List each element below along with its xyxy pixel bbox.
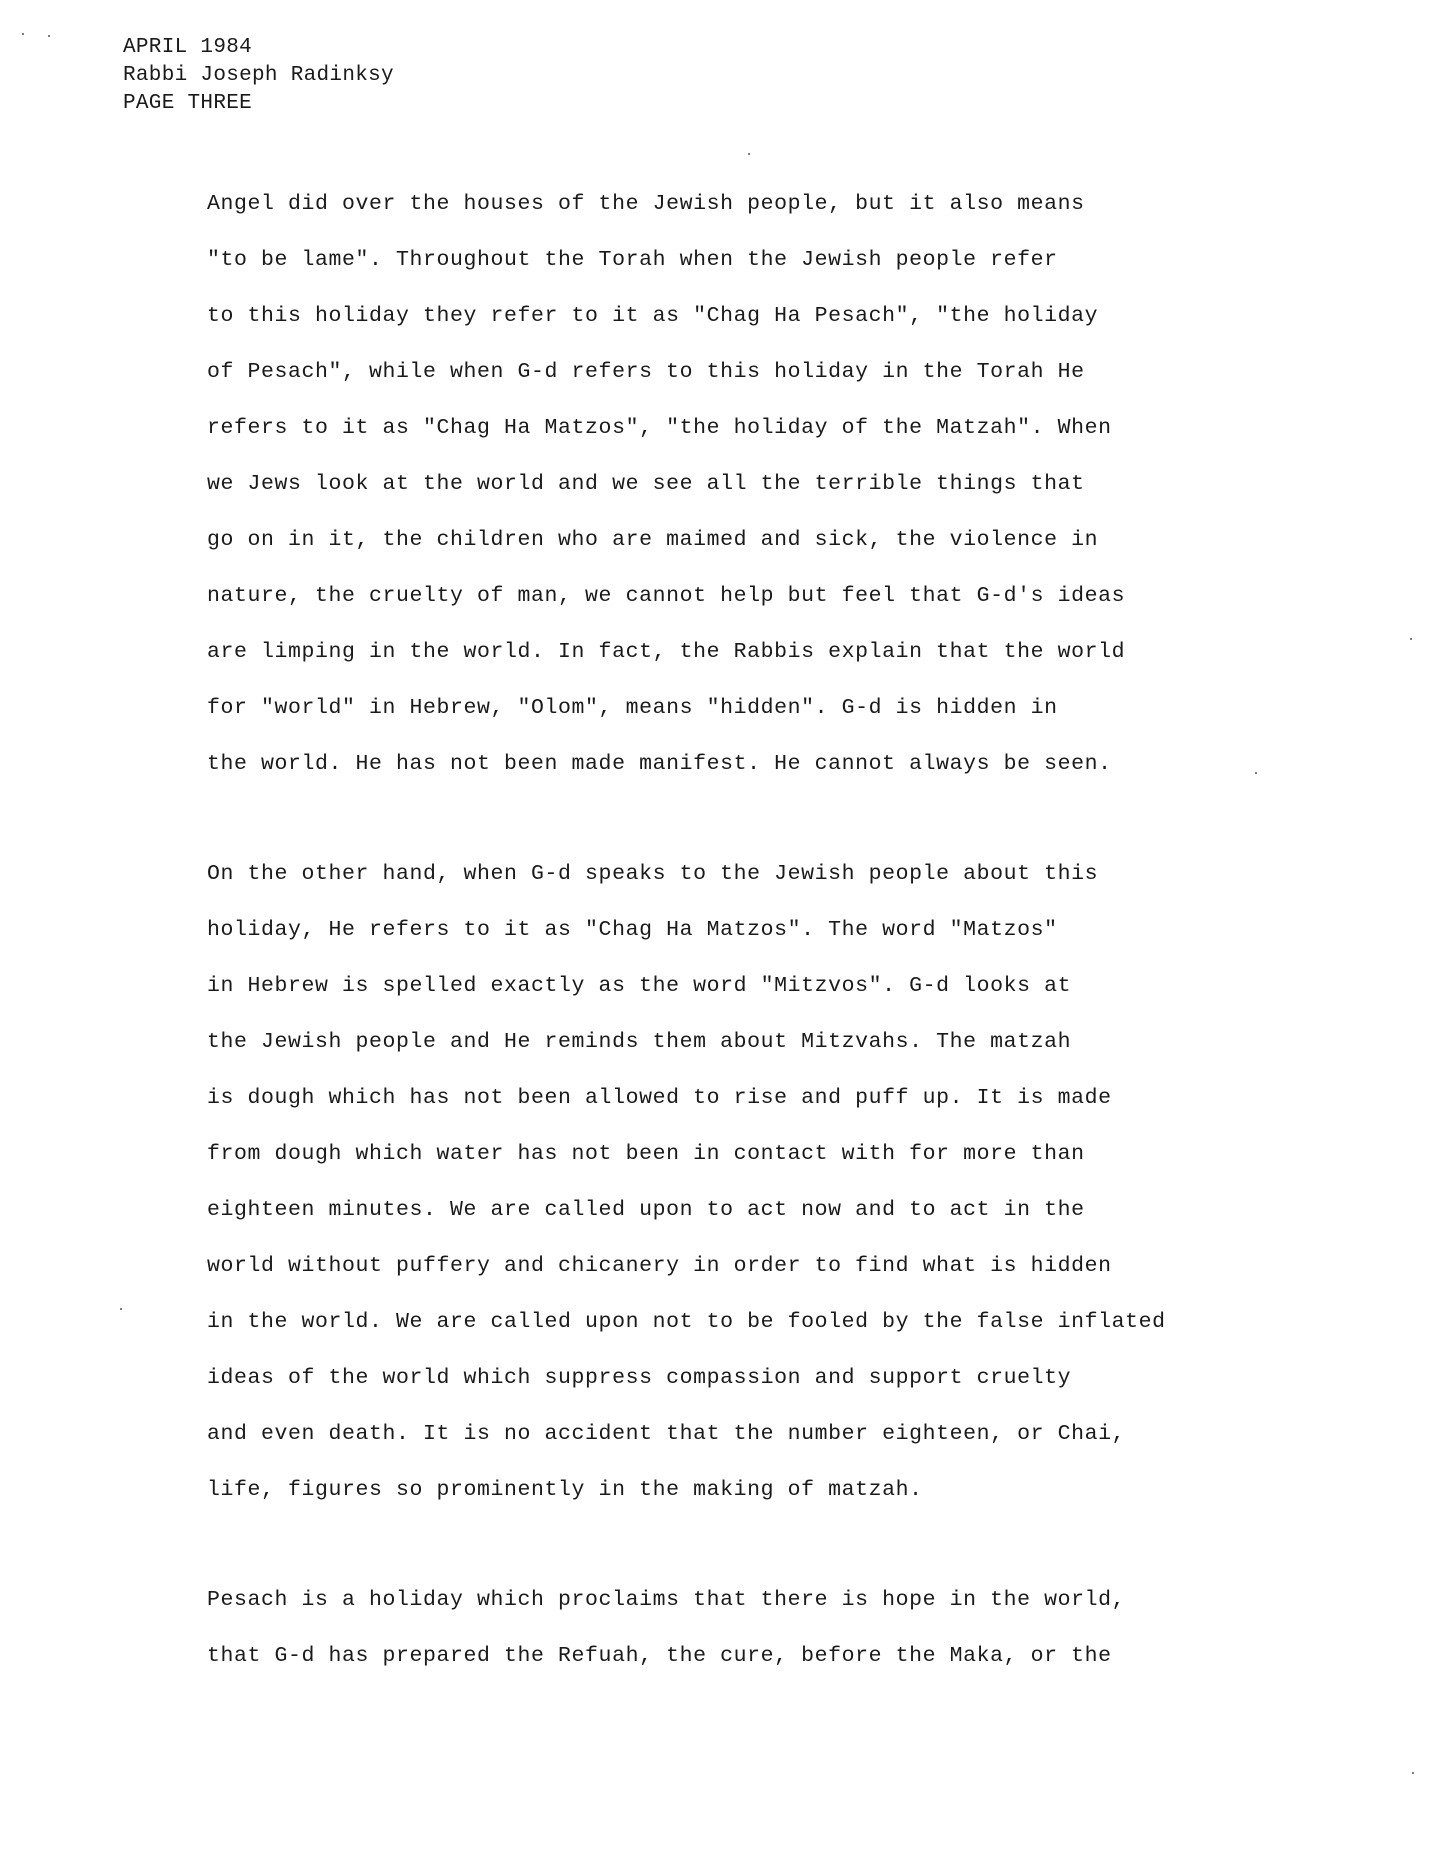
- text-line: holiday, He refers to it as "Chag Ha Matzos". The word "Matzos": [207, 918, 1058, 942]
- text-line: is dough which has not been allowed to rise and puff up. It is made: [207, 1086, 1112, 1110]
- header-date: APRIL 1984: [123, 36, 253, 59]
- paragraph-gap: [207, 1530, 1267, 1584]
- scan-speck: [748, 153, 750, 155]
- text-line: to this holiday they refer to it as "Chag Ha Pesach", "the holiday: [207, 304, 1099, 328]
- text-line: Pesach is a holiday which proclaims that there is hope in the world,: [207, 1588, 1126, 1612]
- text-line: in Hebrew is spelled exactly as the word "Mitzvos". G-d looks at: [207, 974, 1072, 998]
- text-line: refers to it as "Chag Ha Matzos", "the holiday of the Matzah". When: [207, 416, 1112, 440]
- text-line: we Jews look at the world and we see all the terrible things that: [207, 472, 1085, 496]
- scan-speck: [22, 33, 24, 35]
- text-line: world without puffery and chicanery in order to find what is hidden: [207, 1254, 1112, 1278]
- text-line: the Jewish people and He reminds them about Mitzvahs. The matzah: [207, 1030, 1072, 1054]
- text-line: ideas of the world which suppress compassion and support cruelty: [207, 1366, 1072, 1390]
- text-line: Angel did over the houses of the Jewish people, but it also means: [207, 192, 1085, 216]
- paragraph-gap: [207, 804, 1267, 858]
- header-author: Rabbi Joseph Radinksy: [123, 64, 394, 87]
- scan-speck: [48, 35, 50, 37]
- document-body: [207, 188, 1267, 1696]
- scan-speck: [1255, 772, 1257, 774]
- text-line: of Pesach", while when G-d refers to this holiday in the Torah He: [207, 360, 1085, 384]
- text-line: life, figures so prominently in the making of matzah.: [207, 1478, 923, 1502]
- text-line: that G-d has prepared the Refuah, the cure, before the Maka, or the: [207, 1644, 1112, 1668]
- text-line: On the other hand, when G-d speaks to the Jewish people about this: [207, 862, 1099, 886]
- scan-speck: [120, 1308, 122, 1310]
- text-line: "to be lame". Throughout the Torah when the Jewish people refer: [207, 248, 1058, 272]
- paragraph-3: [207, 1584, 1267, 1696]
- text-line: for "world" in Hebrew, "Olom", means "hidden". G-d is hidden in: [207, 696, 1058, 720]
- text-line: in the world. We are called upon not to be fooled by the false inflated: [207, 1310, 1166, 1334]
- scan-speck: [1410, 638, 1412, 640]
- header-page-number: PAGE THREE: [123, 92, 253, 115]
- paragraph-2: [207, 858, 1267, 1530]
- text-line: are limping in the world. In fact, the Rabbis explain that the world: [207, 640, 1126, 664]
- page-header: [123, 34, 394, 118]
- text-line: eighteen minutes. We are called upon to act now and to act in the: [207, 1198, 1085, 1222]
- text-line: from dough which water has not been in contact with for more than: [207, 1142, 1085, 1166]
- scan-speck: [1412, 1772, 1414, 1774]
- text-line: nature, the cruelty of man, we cannot help but feel that G-d's ideas: [207, 584, 1126, 608]
- paragraph-1: [207, 188, 1267, 804]
- text-line: go on in it, the children who are maimed and sick, the violence in: [207, 528, 1099, 552]
- text-line: and even death. It is no accident that the number eighteen, or Chai,: [207, 1422, 1126, 1446]
- text-line: the world. He has not been made manifest. He cannot always be seen.: [207, 752, 1112, 776]
